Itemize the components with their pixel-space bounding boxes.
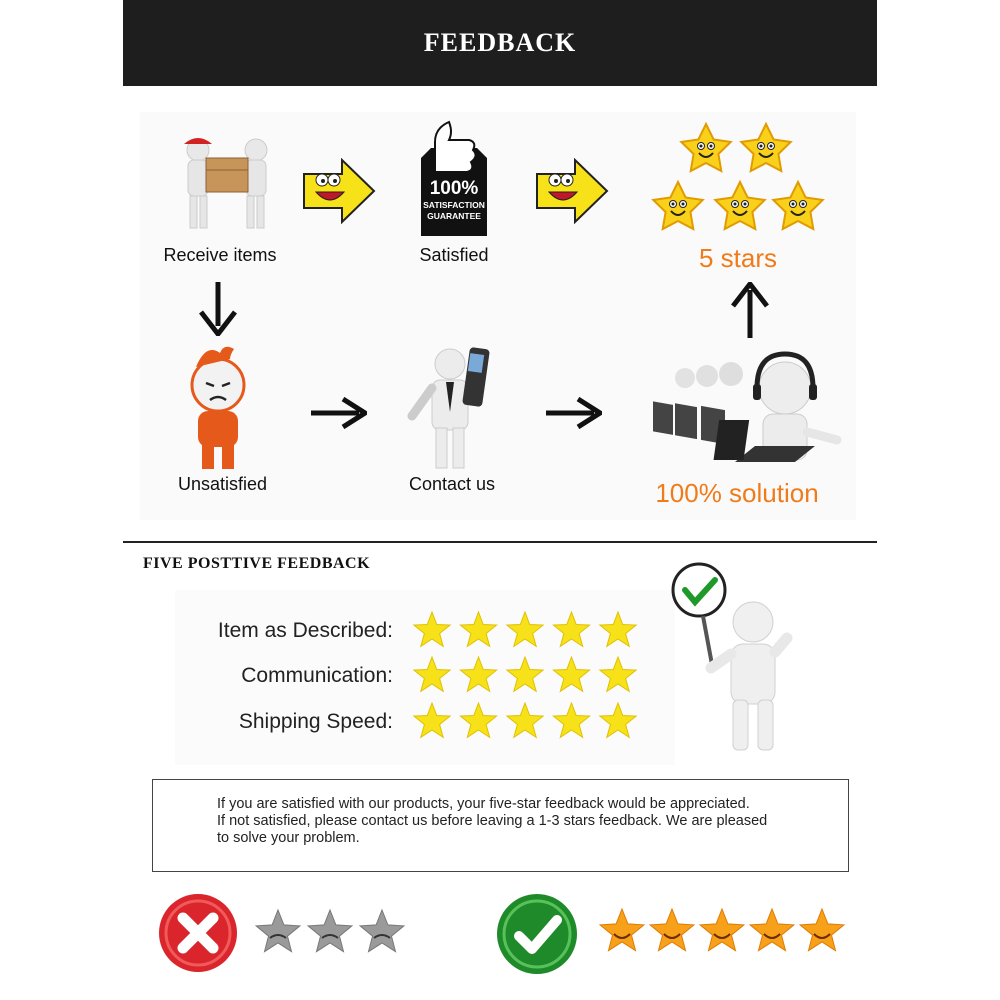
orange-star-icon [800,909,844,951]
up-arrow-icon [729,282,771,338]
orange-star-icon [650,909,694,951]
receive-items-label: Receive items [163,245,277,265]
rating-star-icon [460,703,496,737]
rating-label-item-described: Item as Described: [217,619,393,642]
unsatisfied-figure-icon [176,345,260,471]
rating-star-icon [460,612,496,646]
rating-star-icon [600,657,636,691]
rating-star-icon [507,657,543,691]
grey-star-icon [360,910,404,952]
orange-star-icon [600,909,644,951]
badge-guarantee-text: GUARANTEE [427,211,481,221]
red-cross-icon [157,892,239,974]
smiley-arrow-icon [302,158,376,224]
satisfaction-guarantee-icon [417,118,491,242]
rating-star-icon [414,612,450,646]
rating-star-icon [460,657,496,691]
grey-star-icon [256,910,300,952]
contact-figure-icon [400,342,510,470]
orange-stars-rating [597,904,847,958]
delivery-figures-icon [172,128,282,238]
rating-star-icon [507,703,543,737]
rating-star-icon [553,703,589,737]
section-divider [123,541,877,543]
rating-label-communication: Communication: [241,664,393,687]
orange-star-icon [700,909,744,951]
solution-label: 100% solution [655,478,819,508]
down-arrow-icon [197,282,239,336]
rating-star-icon [553,612,589,646]
ratings-section-title: FIVE POSTTIVE FEEDBACK [143,555,371,572]
approval-figure-icon [665,560,800,760]
satisfied-label: Satisfied [419,245,489,265]
header-bar [123,0,877,86]
notice-line-3: to solve your problem. [217,830,360,846]
rating-label-shipping-speed: Shipping Speed: [238,710,393,733]
call-center-icon [645,350,850,470]
smiley-arrow-icon [535,158,609,224]
unsatisfied-label: Unsatisfied [177,474,268,494]
contact-us-label: Contact us [408,474,496,494]
five-stars-label: 5 stars [698,243,778,273]
badge-satisfaction-text: SATISFACTION [423,200,485,210]
rating-star-icon [553,657,589,691]
orange-star-icon [750,909,794,951]
notice-line-1: If you are satisfied with our products, your five-star feedback would be appreciated. [217,796,750,812]
grey-star-icon [308,910,352,952]
right-arrow-icon [546,397,602,429]
page-title: FEEDBACK [423,28,577,57]
badge-percent-text: 100% [429,178,479,199]
rating-star-icon [600,703,636,737]
communication-stars [410,653,650,697]
notice-line-2: If not satisfied, please contact us before leaving a 1-3 stars feedback. We are pleased [217,813,768,829]
item-described-stars [410,608,650,652]
rating-star-icon [600,612,636,646]
rating-star-icon [507,612,543,646]
green-check-icon [495,892,579,976]
five-smiley-stars-icon [648,120,828,242]
rating-star-icon [414,703,450,737]
grey-stars-rating [252,905,412,959]
rating-star-icon [414,657,450,691]
right-arrow-icon [311,397,367,429]
shipping-speed-stars [410,699,650,743]
feedback-notice-box [152,779,849,872]
